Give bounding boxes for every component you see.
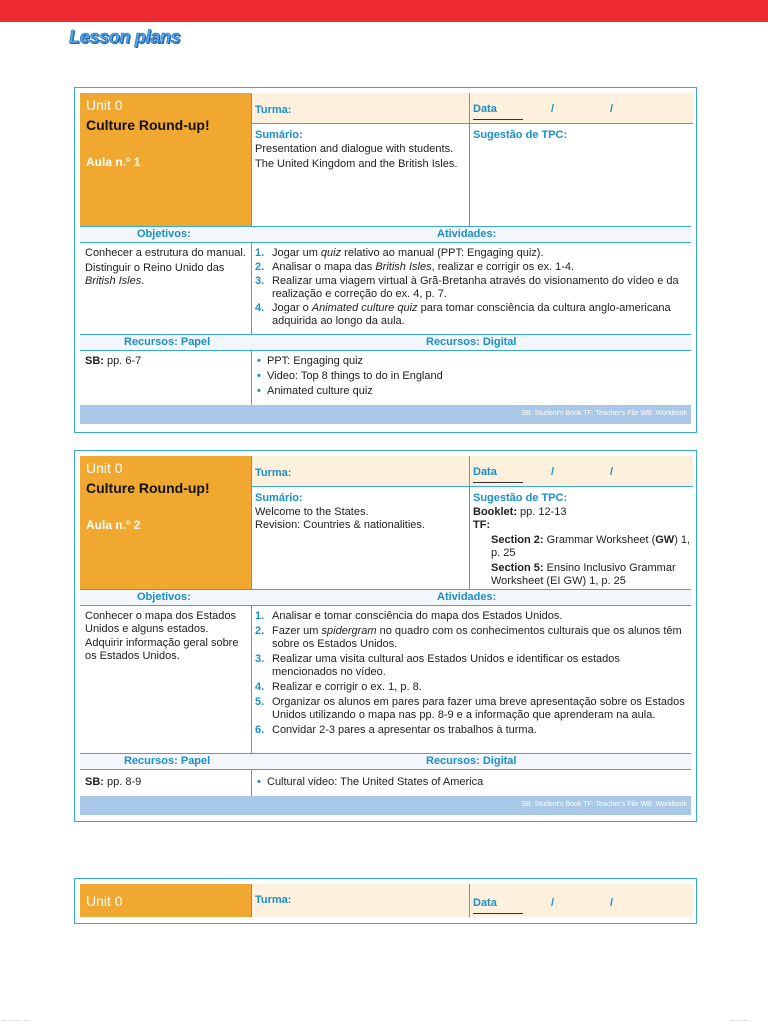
- digital-item: • PPT: Engaging quiz: [257, 355, 364, 367]
- unit-name: Unit 0: [86, 97, 123, 113]
- aula-number: Aula n.º 1: [86, 155, 141, 169]
- recursos-digital-label: Recursos: Digital: [426, 336, 517, 348]
- tpc-label: Sugestão de TPC:: [473, 492, 568, 504]
- sumario-line: Revision: Countries & nationalities.: [255, 519, 425, 531]
- sumario-line: Welcome to the States.: [255, 506, 369, 518]
- digital-item: • Video: Top 8 things to do in England: [257, 370, 443, 382]
- legend-text: SB: Student's Book TF: Teacher's File WB: Workbook: [521, 410, 687, 417]
- sumario-line: The United Kingdom and the British Isles.: [255, 158, 458, 170]
- unit-cell: [80, 456, 251, 589]
- data-label: Data: [473, 466, 497, 478]
- recursos-papel-label: Recursos: Papel: [124, 755, 211, 767]
- activity-item: 2. Fazer um spidergram no quadro com os conhecimentos culturais que os alunos têm sobre os Estados Unidos.: [255, 625, 682, 650]
- atividades-label: Atividades:: [437, 591, 497, 603]
- data-cell: Data / /: [470, 456, 693, 487]
- footer-right: — — —: [730, 1018, 748, 1024]
- activity-item: 4. Realizar e corrigir o ex. 1, p. 8.: [255, 681, 422, 693]
- legend-bar: [80, 796, 691, 815]
- section-bar: [80, 335, 691, 350]
- activity-item: 1. Analisar e tomar consciência do mapa dos Estados Unidos.: [255, 610, 563, 622]
- objetivo-item: Adquirir informação geral sobre os Estados Unidos.: [85, 637, 239, 662]
- activity-item: 1. Jogar um quiz relativo ao manual (PPT: Engaging quiz).: [255, 247, 544, 259]
- unit-subtitle: Culture Round-up!: [86, 480, 210, 496]
- turma-cell: [252, 884, 469, 917]
- unit-name: Unit 0: [86, 460, 123, 476]
- tpc-block: Sugestão de TPC: Booklet: pp. 12-13 TF: Section 2: Grammar Worksheet (GW) 1, p. 25 Section 5: Ensino Inclusivo Grammar Worksheet (EI GW) 1, p. 25: [473, 492, 693, 588]
- legend-text: SB: Student's Book TF: Teacher's File WB: Workbook: [521, 801, 687, 808]
- legend-bar: [80, 405, 691, 424]
- papel-item: SB: pp. 6-7: [85, 355, 142, 367]
- objetivos-label: Objetivos:: [137, 591, 191, 603]
- objetivos-label: Objetivos:: [137, 228, 191, 240]
- turma-label: Turma:: [255, 104, 292, 116]
- recursos-papel-label: Recursos: Papel: [124, 336, 211, 348]
- activities-list: [255, 247, 687, 328]
- section-bar: [80, 227, 691, 242]
- footer-left: — — — · —: [2, 1018, 30, 1024]
- digital-list: [255, 776, 685, 791]
- atividades-label: Atividades:: [437, 228, 497, 240]
- objetivo-item: Distinguir o Reino Unido das British Isles.: [85, 262, 225, 287]
- section-bar: [80, 590, 691, 605]
- activity-item: 5. Organizar os alunos em pares para fazer uma breve apresentação sobre os Estados Unidos utilizando o mapa nas pp. 8-9 e a informação que aprenderam na aula.: [255, 696, 685, 721]
- recursos-digital-label: Recursos: Digital: [426, 755, 517, 767]
- turma-label: Turma:: [255, 467, 292, 479]
- page-title: Lesson plans: [69, 27, 181, 47]
- digital-item: • Cultural video: The United States of America: [257, 776, 484, 788]
- turma-cell: [252, 93, 469, 124]
- lesson-plan-3: [74, 878, 697, 924]
- activity-item: 6. Convidar 2-3 pares a apresentar os trabalhos à turma.: [255, 724, 537, 736]
- objetivo-item: Conhecer a estrutura do manual.: [85, 247, 246, 259]
- unit-subtitle: Culture Round-up!: [86, 117, 210, 133]
- activity-item: 3. Realizar uma visita cultural aos Estados Unidos e identificar os estados mencionados no vídeo.: [255, 653, 620, 678]
- activity-item: 2. Analisar o mapa das British Isles, realizar e corrigir os ex. 1-4.: [255, 261, 575, 273]
- aula-number: Aula n.º 2: [86, 518, 141, 532]
- turma-cell: [252, 456, 469, 487]
- papel-item: SB: pp. 8-9: [85, 776, 142, 788]
- data-label: Data: [473, 103, 497, 115]
- tpc-label: Sugestão de TPC:: [473, 129, 568, 141]
- top-red-bar: [0, 0, 768, 22]
- digital-list: [255, 355, 685, 400]
- section-bar: [80, 754, 691, 769]
- activity-item: 3. Realizar uma viagem virtual à Grã-Bretanha através do visionamento do vídeo e da realização e correção do ex. 4, p. 7.: [255, 275, 679, 300]
- activities-list: [255, 610, 687, 737]
- sumario-label: Sumário:: [255, 129, 303, 141]
- data-label: Data: [473, 897, 497, 909]
- activity-item: 4. Jogar o Animated culture quiz para tomar consciência da cultura anglo-americana adquirida ao longo da aula.: [255, 302, 671, 327]
- data-cell: Data / /: [470, 884, 693, 917]
- lesson-plan-2: [74, 450, 697, 822]
- objetivo-item: Conhecer o mapa dos Estados Unidos e alguns estados.: [85, 610, 237, 635]
- lesson-plan-1: [74, 87, 697, 433]
- unit-cell: [80, 884, 251, 917]
- sumario-label: Sumário:: [255, 492, 303, 504]
- data-cell: Data / /: [470, 93, 693, 124]
- unit-cell: [80, 93, 251, 226]
- digital-item: • Animated culture quiz: [257, 385, 373, 397]
- unit-name: Unit 0: [86, 893, 123, 909]
- turma-label: Turma:: [255, 894, 292, 906]
- sumario-line: Presentation and dialogue with students.: [255, 143, 454, 155]
